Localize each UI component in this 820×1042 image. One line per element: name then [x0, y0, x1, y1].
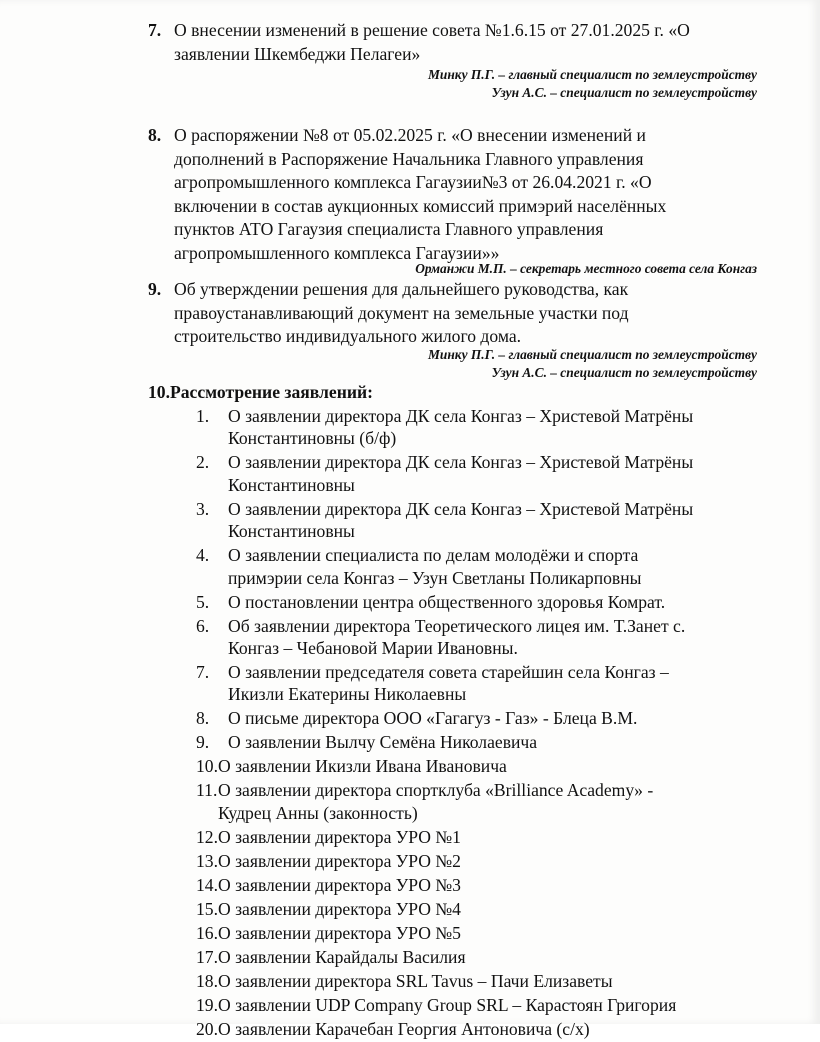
item-text-line: строительство индивидуального жилого дома.: [174, 326, 522, 346]
item-text-line: включении в состав аукционных комиссий примэрий населённых: [174, 195, 667, 216]
list-item-text: Икизли Екатерины Николаевны: [228, 684, 467, 705]
agenda-item-9: [148, 278, 768, 349]
list-item-number: 18.: [196, 970, 218, 991]
list-item-number: 7.: [196, 662, 210, 683]
list-item-text: Константиновны (б/ф): [228, 428, 397, 449]
list-item-text: О письме директора ООО «Гагагуз - Газ» - Блеца В.М.: [228, 708, 638, 729]
item-text-line: агропромышленного комплекса Гагаузии»»: [174, 242, 500, 263]
list-item-text: О заявлении директора SRL Tavus – Пачи Елизаветы: [218, 970, 613, 991]
list-item-number: 20.: [196, 1018, 218, 1039]
list-item-number: 19.: [196, 994, 218, 1015]
list-item-text: О заявлении директора УРО №4: [218, 898, 461, 919]
list-item-text: О заявлении специалиста по делам молодёжи и спорта: [228, 545, 639, 566]
list-item-text: О заявлении директора УРО №2: [218, 850, 461, 871]
list-item-number: 8.: [196, 708, 210, 729]
list-item-text: О заявлении Вылчу Семёна Николаевича: [228, 732, 538, 753]
list-item: [196, 826, 776, 848]
list-item-text: Константиновны: [228, 521, 355, 542]
list-item: [196, 661, 776, 706]
list-item-text: О заявлении Карайдалы Василия: [218, 946, 466, 967]
list-item-number: 14.: [196, 874, 218, 895]
item-number: 7.: [148, 20, 162, 40]
list-item-text: Об заявлении директора Теоретического лицея им. Т.Занет с.: [228, 615, 686, 636]
item-text-line: заявлении Шкембеджи Пелагеи»: [174, 43, 421, 64]
list-item: [196, 544, 776, 589]
list-item: [196, 922, 776, 944]
list-item-text: О заявлении директора ДК села Конгаз – Христевой Матрёны: [228, 452, 694, 473]
agenda-item-8: [148, 124, 768, 265]
list-item: [196, 615, 776, 660]
list-item: [196, 498, 776, 543]
list-item-text: О заявлении директора ДК села Конгаз – Христевой Матрёны: [228, 406, 694, 426]
list-item-number: 3.: [196, 498, 210, 519]
responsible-block: [428, 346, 757, 382]
item-text-line: О распоряжении №8 от 05.02.2025 г. «О внесении изменений и: [174, 125, 646, 145]
list-item: [196, 591, 776, 613]
item-text-line: пунктов АТО Гагаузия специалиста Главного управления: [174, 219, 604, 239]
responsible-block: [415, 260, 757, 278]
responsible-block: [428, 66, 757, 102]
item-number: 8.: [148, 125, 162, 145]
list-item: [196, 850, 776, 872]
list-item-number: 11.: [196, 780, 218, 801]
list-item: [196, 707, 776, 729]
responsible-person: Минку П.Г. – главный специалист по землеустройству: [428, 347, 757, 362]
list-item-text: О заявлении Карачебан Георгия Антоновича (с/х): [218, 1018, 590, 1039]
list-item-text: О постановлении центра общественного здоровья Комрат.: [228, 591, 666, 612]
list-item-text: Константиновны: [228, 474, 355, 495]
item-number: 9.: [148, 279, 162, 299]
list-item-number: 4.: [196, 545, 210, 566]
list-item-text: О заявлении председателя совета старейшин села Конгаз –: [228, 662, 669, 683]
list-item-text: Кудрец Анны (законность): [218, 802, 418, 823]
responsible-person: Минку П.Г. – главный специалист по землеустройству: [428, 67, 757, 82]
list-item-number: 2.: [196, 452, 210, 473]
list-item-text: примэрии села Конгаз – Узун Светланы Поликарповны: [228, 567, 642, 588]
list-item: [196, 451, 776, 496]
list-item-text: О заявлении директора УРО №5: [218, 922, 461, 943]
list-item-number: 17.: [196, 946, 218, 967]
item-text-line: Об утверждении решения для дальнейшего руководства, как: [174, 279, 629, 299]
responsible-person: Узун А.С. – специалист по землеустройству: [491, 365, 757, 380]
list-item-number: 10.: [196, 756, 218, 777]
list-item-text: О заявлении Икизли Ивана Ивановича: [218, 756, 507, 777]
list-item-text: О заявлении директора ДК села Конгаз – Христевой Матрёны: [228, 498, 694, 519]
list-item: [196, 994, 776, 1016]
list-item-number: 1.: [196, 406, 210, 426]
agenda-item-7: [148, 19, 768, 66]
list-item: [196, 405, 776, 450]
list-item: [196, 755, 776, 777]
list-item: [196, 898, 776, 920]
list-item-number: 12.: [196, 826, 218, 847]
list-item: [196, 1018, 776, 1040]
list-item: [196, 874, 776, 896]
list-item: [196, 731, 776, 753]
applications-list: [196, 405, 776, 1042]
list-item-number: 15.: [196, 898, 218, 919]
list-item-number: 5.: [196, 591, 210, 612]
item-text-line: дополнений в Распоряжение Начальника Главного управления: [174, 148, 644, 169]
list-item-number: 16.: [196, 922, 218, 943]
list-item-number: 13.: [196, 850, 218, 871]
section-10-title: 10.Рассмотрение заявлений:: [148, 382, 374, 402]
list-item-text: О заявлении директора УРО №1: [218, 826, 461, 847]
list-item-text: О заявлении UDP Company Group SRL – Карастоян Григория: [218, 994, 677, 1015]
list-item-number: 9.: [196, 732, 210, 753]
list-item: [196, 946, 776, 968]
list-item: [196, 970, 776, 992]
responsible-person: Узун А.С. – специалист по землеустройству: [491, 85, 757, 100]
item-text-line: агропромышленного комплекса Гагаузии№3 от 26.04.2021 г. «О: [174, 172, 652, 192]
list-item-text: Конгаз – Чебановой Марии Ивановны.: [228, 638, 518, 659]
item-text-line: О внесении изменений в решение совета №1.6.15 от 27.01.2025 г. «О: [174, 20, 690, 40]
list-item-text: О заявлении директора спортклуба «Brilliance Academy» -: [218, 780, 654, 801]
list-item-text: О заявлении директора УРО №3: [218, 874, 461, 895]
list-item: [196, 779, 776, 824]
item-text-line: правоустанавливающий документ на земельные участки под: [174, 302, 629, 323]
list-item-number: 6.: [196, 615, 210, 636]
responsible-person: Орманжи М.П. – секретарь местного совета села Конгаз: [415, 261, 757, 276]
